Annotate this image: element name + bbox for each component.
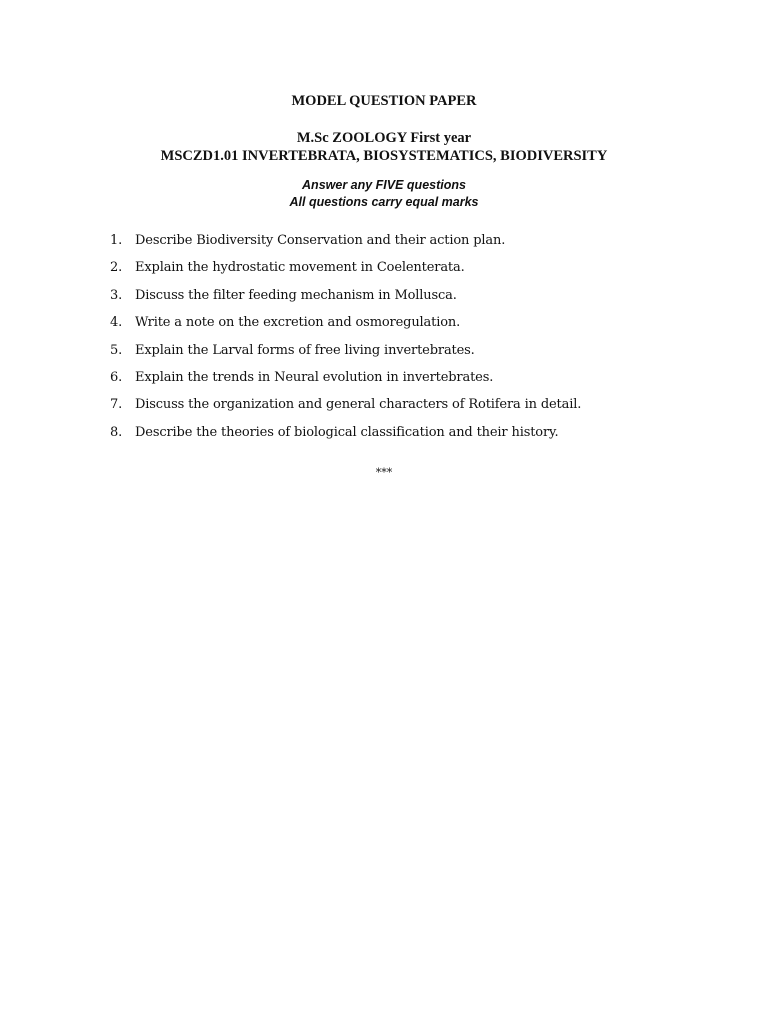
question-item (110, 315, 730, 342)
instruction-equal-marks: All questions carry equal marks (289, 195, 479, 209)
question-number: 3. (110, 287, 123, 303)
paper-code-heading: MSCZD1.01 INVERTEBRATA, BIOSYSTEMATICS, BIODIVERSITY (160, 148, 608, 164)
question-item (110, 425, 730, 452)
question-item (110, 260, 730, 287)
question-number: 2. (110, 260, 123, 276)
question-item (110, 343, 730, 370)
question-text: Describe the theories of biological classification and their history. (135, 424, 559, 440)
question-item (110, 233, 730, 260)
question-text: Explain the trends in Neural evolution in invertebrates. (135, 369, 494, 385)
question-item (110, 397, 730, 424)
course-heading: M.Sc ZOOLOGY First year (296, 130, 472, 146)
question-text: Explain the hydrostatic movement in Coelenterata. (135, 260, 465, 276)
question-text: Write a note on the excretion and osmoregulation. (135, 315, 461, 331)
question-text: Explain the Larval forms of free living invertebrates. (135, 342, 475, 358)
question-number: 8. (110, 424, 123, 440)
instruction-answer-five: Answer any FIVE questions (302, 178, 466, 192)
question-number: 1. (110, 233, 123, 248)
question-text: Discuss the organization and general characters of Rotifera in detail. (135, 397, 582, 413)
end-of-paper-mark: *** (375, 466, 393, 479)
paper-title: MODEL QUESTION PAPER (291, 93, 477, 109)
question-number: 7. (110, 397, 123, 413)
question-number: 5. (110, 342, 123, 358)
question-number: 6. (110, 369, 123, 385)
question-text: Describe Biodiversity Conservation and their action plan. (135, 233, 506, 248)
question-list (110, 233, 730, 452)
question-text: Discuss the filter feeding mechanism in Mollusca. (135, 287, 457, 303)
question-item (110, 288, 730, 315)
question-item (110, 370, 730, 397)
question-number: 4. (110, 315, 123, 331)
